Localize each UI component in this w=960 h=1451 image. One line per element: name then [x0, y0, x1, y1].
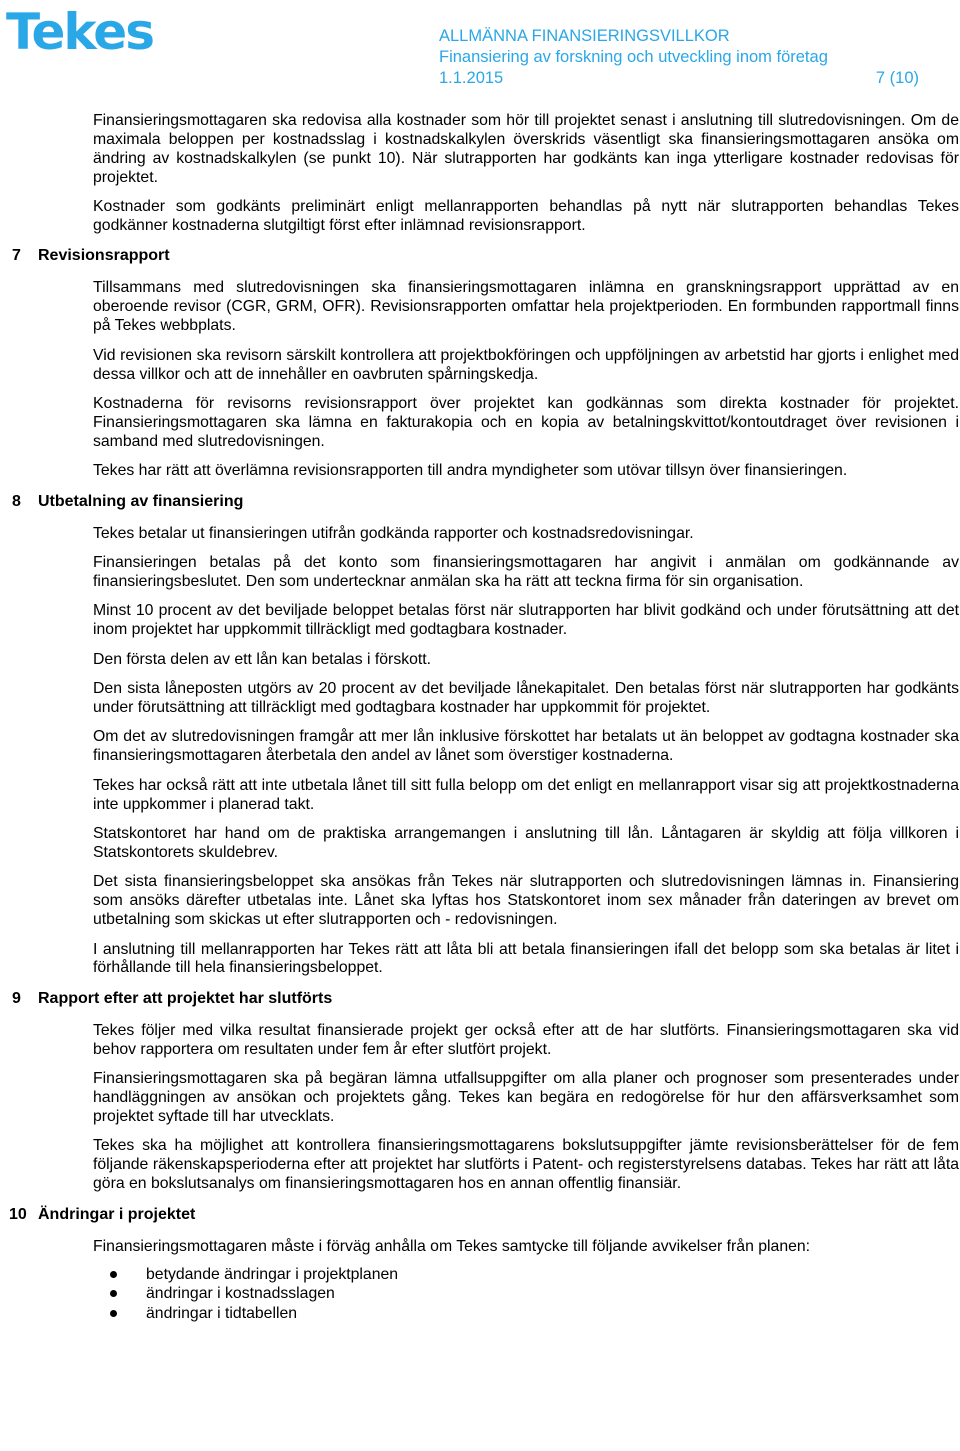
section-heading-10 — [0, 1205, 960, 1225]
section-number: 10 — [9, 1205, 27, 1223]
list-item-text: ändringar i tidtabellen — [146, 1304, 298, 1322]
document-date: 1.1.2015 — [439, 69, 504, 87]
paragraph: Tekes betalar ut finansieringen utifrån godkända rapporter och kostnadsredovisningar. — [93, 524, 694, 542]
paragraph: Finansieringen betalas på det konto som finansieringsmottagaren har angivit i anmälan om godkännande av finansieringsbeslutet. Den som undertecknar anmälan ska ha rätt att teckna firma för sin organisation. — [93, 554, 959, 590]
bullet-icon — [110, 1310, 117, 1317]
list-item — [0, 1265, 960, 1285]
paragraph: Minst 10 procent av det beviljade beloppet betalas först när slutrapporten har blivit godkänd och under förutsättning att det inom projektet har uppkommit tillräckligt med godtagbara kostnader. — [93, 602, 959, 639]
paragraph: Tillsammans med slutredovisningen ska finansieringsmottagaren inlämna en granskningsrapport upprättad av en oberoende revisor (CGR, GRM, OFR). Revisionsrapporten omfattar hela projektperioden. En formbunden rapportmall finns på Tekes webbplats. — [93, 279, 959, 335]
paragraph: Finansieringsmottagaren ska redovisa alla kostnader som hör till projektet senast i anslutning till slutredovisningen. Om de maximala beloppen per kostnadsslag i kostnadskalkylen överskrids väsentligt ska finansieringsmottagaren ansöka om ändring av kostnadskalkylen (se punkt 10). När slutrapporten har godkänts kan inga ytterligare kostnader redovisas för projektet. — [93, 112, 959, 186]
page-number: 7 (10) — [875, 69, 919, 87]
paragraph: Tekes följer med vilka resultat finansierade projekt ger också efter att de har slutförts. Finansieringsmottagaren ska vid behov rapportera om resultaten under fem år efter slutfört projekt. — [93, 1021, 959, 1058]
list-item-text: ändringar i kostnadsslagen — [146, 1285, 335, 1303]
paragraph: I anslutning till mellanrapporten har Tekes rätt att låta bli att betala finansieringen ifall det belopp som ska betalas är litet i förhållande till hela finansieringsbeloppet. — [93, 940, 959, 977]
section-title: Rapport efter att projektet har slutförts — [38, 989, 333, 1007]
bullet-icon — [110, 1271, 117, 1278]
tekes-logo: Tekes — [6, 3, 153, 61]
document-subtitle: Finansiering av forskning och utveckling inom företag — [439, 48, 828, 66]
section-title: Revisionsrapport — [38, 247, 170, 265]
paragraph: Statskontoret har hand om de praktiska arrangemangen i anslutning till lån. Låntagaren är skyldig att följa villkoren i Statskontorets skuldebrev. — [93, 824, 959, 861]
bullet-list — [0, 1265, 960, 1324]
paragraph: Tekes har också rätt att inte utbetala lånet till sitt fulla belopp om det enligt en mellanrapport visar sig att projektkostnaderna inte uppkommer i planerad takt. — [93, 776, 959, 813]
paragraph: Vid revisionen ska revisorn särskilt kontrollera att projektbokföringen och uppföljningen av arbetstid har gjorts i enlighet med dessa villkor och att de innehåller en oavbruten spårningskedja. — [93, 346, 959, 383]
section-heading-7 — [0, 246, 960, 266]
paragraph: Om det av slutredovisningen framgår att mer lån inklusive förskottet har betalats ut än beloppet av godtagna kostnader ska finansieringsmottagaren återbetala den andel av lånet som överstiger kostnaderna. — [93, 728, 959, 765]
paragraph: Finansieringsmottagaren måste i förväg anhålla om Tekes samtycke till följande avvikelser från planen: — [93, 1237, 811, 1255]
section-title: Ändringar i projektet — [38, 1205, 196, 1223]
document-body — [0, 112, 960, 1323]
paragraph: Kostnader som godkänts preliminärt enligt mellanrapporten behandlas på nytt när slutrapporten behandlas Tekes godkänner kostnaderna slutgiltigt först efter inlämnad revisionsrapport. — [93, 198, 959, 235]
section-number: 9 — [12, 989, 21, 1007]
section-heading-9 — [0, 989, 960, 1009]
section-heading-8 — [0, 492, 960, 512]
list-item-text: betydande ändringar i projektplanen — [146, 1265, 399, 1283]
paragraph: Tekes har rätt att överlämna revisionsrapporten till andra myndigheter som utövar tillsyn över finansieringen. — [93, 462, 848, 480]
paragraph: Den första delen av ett lån kan betalas i förskott. — [93, 650, 432, 668]
paragraph: Finansieringsmottagaren ska på begäran lämna utfallsuppgifter om alla planer och prognoser som presenterades under handläggningen av ansökan och projektets gång. Tekes kan begära en redogörelse för hur den affärsverksamhet som projektet syftade till har utvecklats. — [93, 1070, 959, 1125]
section-number: 8 — [12, 492, 21, 510]
document-header — [439, 26, 919, 89]
section-title: Utbetalning av finansiering — [38, 492, 244, 510]
bullet-icon — [110, 1290, 117, 1297]
document-title: ALLMÄNNA FINANSIERINGSVILLKOR — [439, 27, 730, 45]
paragraph: Kostnaderna för revisorns revisionsrapport över projektet kan godkännas som direkta kostnader för projektet. Finansieringsmottagaren ska lämna en fakturakopia och en kopia av betalningskvittot/kontoutdraget över revisionen i samband med slutredovisningen. — [93, 394, 959, 450]
section-number: 7 — [12, 247, 21, 265]
list-item — [0, 1304, 960, 1324]
paragraph: Tekes ska ha möjlighet att kontrollera finansieringsmottagarens bokslutsuppgifter jämte revisionsberättelser för de fem följande räkenskapsperioderna efter att projektet har slutförts i Patent- och registerstyrelsens databas. Tekes har rätt att låta göra en bokslutsanalys om finansieringsmottagaren hos en annan offentlig finansiär. — [93, 1137, 959, 1193]
paragraph: Den sista låneposten utgörs av 20 procent av det beviljade lånekapitalet. Den betalas först när slutrapporten har godkänts under förutsättning att tillräckligt med godtagbara kostnader har uppkommit för projektet. — [93, 680, 959, 716]
paragraph: Det sista finansieringsbeloppet ska ansökas från Tekes när slutrapporten och slutredovisningen lämnas in. Finansiering som ansöks därefter utbetalas inte. Lånet ska lyftas hos Statskontoret inom sex månader från dateringen av brevet om utbetalning som skickas ut efter slutrapporten och - redovisningen. — [93, 873, 959, 929]
list-item — [0, 1284, 960, 1304]
header-date-row — [439, 68, 919, 89]
